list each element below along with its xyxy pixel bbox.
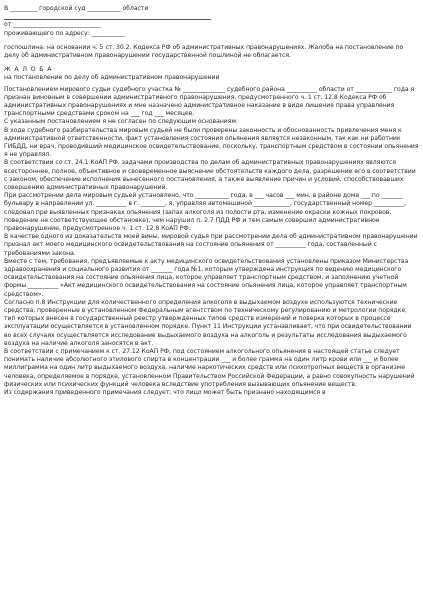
paragraph-article-24-1: В соответствии со ст. 24.1 КоАП РФ, задачами производства по делам об административных правонарушениях являются всестороннее, полное, объективное и своевременное выяснение обстоятельств каждого дела, разрешение его в соответствии с законом, обеспечение исполнения вынесенного постановления, а также выявление причин и условий, способствовавших совершению административных правонарушений. xyxy=(4,159,416,191)
paragraph-instruction-p8: Согласно п.8 Инструкции для количественного определения алкоголя в выдыхаемом воздухе используются технические средства, проверенные в установленном Федеральным агентством по техническому регулированию и метрологии порядке, тип которых внесен в государственный реестр утвержденных типов средств измерений и поверка которых в процессе эксплуатации осуществляется в установленном порядке. Пункт 11 Инструкции устанавливает, что при освидетельствовании во всех случаях осуществляется исследование выдыхаемого воздуха на алкоголь и результаты исследования выдыхаемого воздуха на наличие алкоголя заносятся в акт. xyxy=(4,298,412,347)
court-addressee-line: В _________ городской суд ___________ области xyxy=(4,5,149,12)
paragraph-ruling: Постановлением мирового судьи судебного участка № ______________ судебного района __________ области от ____________ года я признан виновным в совершении административного правонарушения, предусмотренного ч. 1 ст. 12.8 Кодекса РФ об административных правонарушениях и мне назначено административное наказание в виде лишения права управления транспортными средствами сроком на ___ год ___ месяцев. xyxy=(4,85,415,118)
paragraph-order-requirements: Вместе с тем, требования, предъявляемые к акту медицинского освидетельствования установлены приказом Министерства здравоохранения и социального развития от _______ года №1, которым утверждена инструкция по ведению медицинского освидетельствования на состояние опьянения лица, которое управляет транспортным средством, и заполнению учетной формы __________ «Акт медицинского освидетельствования на состояние опьянения лица, которое управляет транспортным средством». xyxy=(4,257,409,298)
paragraph-note-27-12: В соответствии с примечанием к ст. 27.12 КоАП РФ, под состоянием алкогольного опьянения в настоящей статье следует понимать наличие абсолютного этилового спирта в концентрации ___ и более грамма на один литр крови или ___ и более миллиграмма на один литр выдыхаемого воздуха, наличие наркотических средств или психотропных веществ в организме человека, определяемое в порядке, установленном Правительством Российской Федерации, а равно совокупность нарушений физических или психических функций человека вследствие употребления вызывающих опьянение веществ. xyxy=(4,348,415,388)
paragraph-grounds: В ходе судебного разбирательства мировым судьей не были проверены законность и обоснованность привлечения меня к административной ответственности, факт установления состояния опьянения является незаконным, так как ни работник ГИБДД, ни врач, проводивший медицинское освидетельствование, поскольку, транспортным средством в состоянии опьянения я не управлял. xyxy=(4,126,419,159)
paragraph-evidence: В качестве одного из доказательств моей вины, мировой судья при рассмотрении дела об административном правонарушении признал акт моего медицинского освидетельствования на состояние опьянения от __________ года, составленный с требованиями закона. xyxy=(4,233,418,257)
document-title: Ж А Л О Б А xyxy=(4,66,53,74)
paragraph-disagreement: С указанным постановлением я не согласен по следующим основаниям: xyxy=(4,118,238,126)
complaint-document xyxy=(4,5,420,397)
blank-line xyxy=(4,13,420,21)
sender-line: от _____________________________ xyxy=(4,21,101,29)
state-fee-note: госпошлина: на основании ч. 5 ст. 30.2. Кодекса РФ об административных правонарушениях. Жалоба на постановление по делу об административном правонарушении государственной пошлиной не облагается. xyxy=(4,43,404,59)
address-line: проживающего по адресу: ___________ xyxy=(4,29,125,37)
paragraph-circumstances: При рассмотрении дела мировым судьей установлено, что ___________ года, в ___ часов ___ мин. в районе дома ___ по _______ бульвару в направлении ул. __________ в г. ________, я, управляя автомашиной ____________, государственный номер __________, следовал при выявленных признаках опьянения (запах алкоголя из полости рта, изменение окраски кожных покровов, поведение не соответствующее обстановке), чем нарушил п. 2.7 ПДД РФ и тем самым совершил административное правонарушение, предусмотренное ч. 1 ст. 12.8 КоАП РФ. xyxy=(4,192,406,233)
document-subtitle: на постановление по делу об административном правонарушении xyxy=(4,74,220,82)
paragraph-conclusion: Из содержания приведенного примечания следует, что лицо может быть признано находящимся в xyxy=(4,389,326,397)
